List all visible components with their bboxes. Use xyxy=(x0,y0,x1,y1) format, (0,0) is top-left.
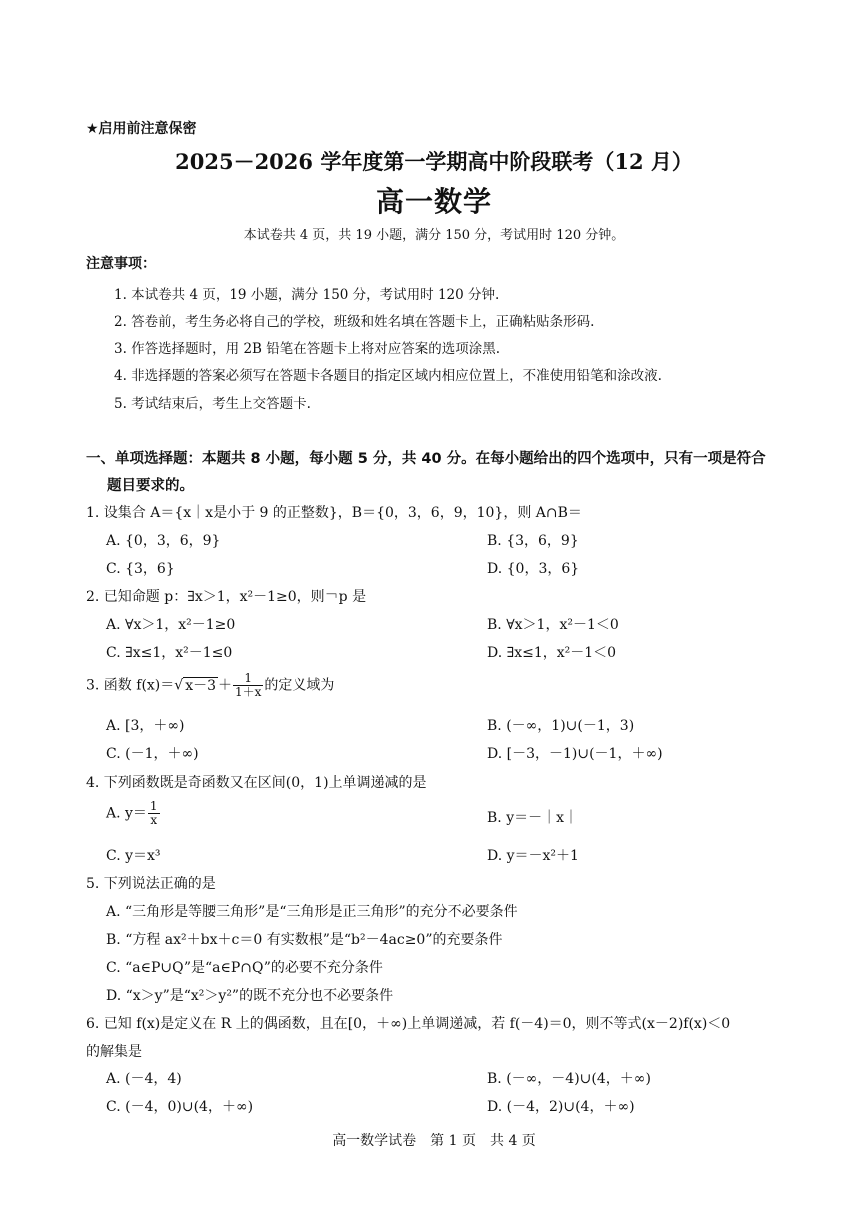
question-3-plus: ＋ xyxy=(218,677,232,694)
exam-summary: 本试卷共 4 页，共 19 小题，满分 150 分，考试用时 120 分钟。 xyxy=(243,228,625,243)
question-3-option-d: D. [－3，－1)∪(－1，＋∞) xyxy=(487,746,663,762)
question-4-option-c: C. y＝x³ xyxy=(106,848,161,864)
question-4-stem: 4. 下列函数既是奇函数又在区间(0，1)上单调递减的是 xyxy=(86,775,427,791)
question-2-option-d: D. ∃x≤1，x²－1＜0 xyxy=(487,645,617,661)
section-heading-cont: 题目要求的。 xyxy=(107,478,194,494)
question-3-radicand: x－3 xyxy=(185,677,216,694)
note-item: 2. 答卷前，考生务必将自己的学校，班级和姓名填在答题卡上，正确粘贴条形码. xyxy=(114,314,595,330)
question-4-option-a-denominator: x xyxy=(150,813,158,827)
question-3-option-b: B. (－∞，1)∪(－1，3) xyxy=(487,718,635,734)
subject-title: 高一数学 xyxy=(375,185,492,218)
question-6-stem: 6. 已知 f(x)是定义在 R 上的偶函数，且在[0，＋∞)上单调递减，若 f(－4)＝0，则不等式(x－2)f(x)＜0 xyxy=(86,1016,731,1032)
question-6-option-d: D. (－4，2)∪(4，＋∞) xyxy=(487,1099,635,1115)
question-2-option-b: B. ∀x＞1，x²－1＜0 xyxy=(487,617,619,633)
confidential-label: ★启用前注意保密 xyxy=(86,121,197,137)
question-5-option-a: A. “三角形是等腰三角形”是“三角形是正三角形”的充分不必要条件 xyxy=(106,904,518,920)
question-4-option-b: B. y＝－｜x｜ xyxy=(487,810,578,826)
note-item: 1. 本试卷共 4 页，19 小题，满分 150 分，考试用时 120 分钟. xyxy=(114,287,500,303)
question-1-stem: 1. 设集合 A＝{x｜x是小于 9 的正整数}，B＝{0，3，6，9，10}，则 A∩B＝ xyxy=(86,505,582,521)
question-3-stem-prefix: 3. 函数 f(x)＝√ xyxy=(86,677,184,694)
question-3-fraction-numerator: 1 xyxy=(233,672,263,686)
question-5-option-b: B. “方程 ax²＋bx＋c＝0 有实数根”是“b²－4ac≥0”的充要条件 xyxy=(106,932,503,948)
question-1-option-a: A. {0，3，6，9} xyxy=(106,533,221,549)
question-1-option-d: D. {0，3，6} xyxy=(487,561,580,577)
page-footer: 高一数学试卷 第 1 页 共 4 页 xyxy=(332,1133,536,1149)
question-6-option-a: A. (－4，4) xyxy=(106,1071,182,1087)
exam-title: 2025－2026 学年度第一学期高中阶段联考（12 月） xyxy=(175,149,693,174)
question-4-option-d: D. y＝－x²＋1 xyxy=(487,848,579,864)
question-2-option-c: C. ∃x≤1，x²－1≤0 xyxy=(106,645,233,661)
note-item: 3. 作答选择题时，用 2B 铅笔在答题卡上将对应答案的选项涂黑. xyxy=(114,341,501,357)
note-item: 5. 考试结束后，考生上交答题卡. xyxy=(114,396,311,412)
section-heading: 一、单项选择题：本题共 8 小题，每小题 5 分，共 40 分。在每小题给出的四个选项中，只有一项是符合 xyxy=(86,451,766,467)
question-6-stem-cont: 的解集是 xyxy=(86,1044,142,1060)
question-1-option-b: B. {3，6，9} xyxy=(487,533,579,549)
question-5-option-d: D. “x＞y”是“x²＞y²”的既不充分也不必要条件 xyxy=(106,988,394,1004)
question-6-option-c: C. (－4，0)∪(4，＋∞) xyxy=(106,1099,254,1115)
question-6-option-b: B. (－∞，－4)∪(4，＋∞) xyxy=(487,1071,651,1087)
note-item: 4. 非选择题的答案必须写在答题卡各题目的指定区域内相应位置上，不准使用铅笔和涂改液. xyxy=(114,368,662,384)
question-3-stem-suffix: 的定义域为 xyxy=(264,677,335,694)
question-3-stem xyxy=(86,672,334,699)
question-5-stem: 5. 下列说法正确的是 xyxy=(86,876,216,892)
question-3-fraction-denominator: 1＋x xyxy=(235,685,262,699)
question-3-fraction xyxy=(233,672,263,699)
question-3-option-c: C. (－1，＋∞) xyxy=(106,746,199,762)
question-4-option-a-prefix: A. y＝ xyxy=(106,805,147,822)
question-4-option-a-numerator: 1 xyxy=(149,799,158,813)
question-2-stem: 2. 已知命题 p：∃x＞1，x²－1≥0，则￢p 是 xyxy=(86,589,367,605)
question-4-option-a xyxy=(106,800,161,827)
question-5-option-c: C. “a∈P∪Q”是“a∈P∩Q”的必要不充分条件 xyxy=(106,960,383,976)
question-4-option-a-fraction xyxy=(148,800,160,827)
question-1-option-c: C. {3，6} xyxy=(106,561,175,577)
question-2-option-a: A. ∀x＞1，x²－1≥0 xyxy=(106,617,236,633)
question-3-option-a: A. [3，＋∞) xyxy=(106,718,185,734)
notes-heading: 注意事项： xyxy=(86,256,156,272)
